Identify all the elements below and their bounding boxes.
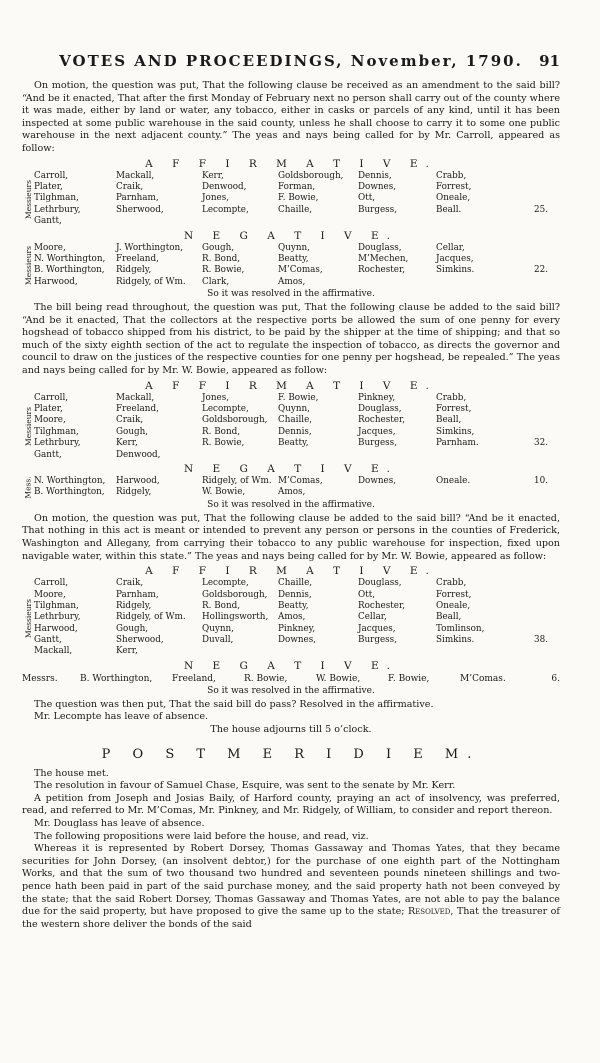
member-name: Freeland, <box>172 673 216 684</box>
member-name: F. Bowie, <box>388 673 430 684</box>
member-name: Mackall, <box>116 170 155 181</box>
member-name: Gantt, <box>34 216 62 227</box>
member-name: Crabb, <box>436 578 467 589</box>
member-name: Beatty, <box>278 600 309 611</box>
vote-row <box>22 601 560 612</box>
member-name: Pinkney, <box>278 623 316 634</box>
member-name: Quynn, <box>278 242 310 253</box>
vote-row <box>22 205 560 216</box>
member-name <box>436 216 518 227</box>
member-name: Tilghman, <box>34 600 79 611</box>
member-name: B. Worthington, <box>34 487 105 498</box>
motion-paragraph-1: On motion, the question was put, That the following clause be received as an amendment to the said bill? “And be it enacted, That after the first Monday of February next no person shall carry out of the county where it was made, either by land or water, any tobacco, either in casks or parcels of any kind, until it has been inspected at some public warehouse in the said county, unless he shall choose to carry it to some one public warehouse in the next adjacent county.” The yeas and nays being called for by Mr. Carroll, appeared as follow: <box>22 80 560 154</box>
member-name: Lecompte, <box>202 578 249 589</box>
member-name: Moore, <box>34 242 66 253</box>
member-name: Craik, <box>116 415 144 426</box>
vote-row <box>22 254 560 265</box>
member-name: Forrest, <box>436 404 472 415</box>
affirmative-list-1 <box>22 171 560 228</box>
vote-row <box>22 404 560 415</box>
negative-heading-3: N E G A T I V E. <box>184 659 398 672</box>
member-name: Freeland, <box>116 253 159 264</box>
member-name: Rochester, <box>358 415 406 426</box>
member-name: Cellar, <box>436 242 465 253</box>
member-name <box>278 646 358 657</box>
member-name: Sherwood, <box>116 635 164 646</box>
negative-list-1 <box>22 243 560 289</box>
member-name: Parnham, <box>116 193 159 204</box>
member-name: Downes, <box>278 635 317 646</box>
vote-row <box>22 646 560 657</box>
member-name: Jacques, <box>358 426 396 437</box>
member-name: Chaille, <box>278 204 313 215</box>
leave-paragraph: Mr. Lecompte has leave of absence. <box>34 711 209 723</box>
pm-paragraph-2: The resolution in favour of Samuel Chase, Esquire, was sent to the senate by Mr. Kerr. <box>34 780 456 792</box>
whereas-text: Whereas it is represented by Robert Dorsey, Thomas Gassaway and Thomas Yates, that they became securities for John Dorsey, (an insolvent debtor,) for the purchase of one eighth part of the Nottingham Works, and that the sum of two thousand two hundred and seventeen pounds nineteen shillings and two-pence hath been paid in part of the said purchase money, and the said property hath not been conveyed by the state; that the said Robert Dorsey, Thomas Gassaway and Thomas Yates, are not able to pay the balance due for the said property, but have proposed to give the same up to the state; <box>22 843 560 918</box>
messieurs-label: Messieurs <box>23 598 33 638</box>
member-name: Jones, <box>202 392 230 403</box>
member-name: Dennis, <box>278 589 312 600</box>
member-name: Ott, <box>358 589 376 600</box>
member-name: R. Bowie, <box>202 265 245 276</box>
member-name: Gough, <box>116 426 149 437</box>
member-name: N. Worthington, <box>34 253 106 264</box>
member-name: J. Worthington, <box>116 242 183 253</box>
member-name: Moore, <box>34 589 66 600</box>
vote-total <box>518 254 548 265</box>
vote-total: 10. <box>534 475 548 486</box>
member-name: Duvall, <box>202 635 234 646</box>
passage-paragraph: The question was then put, That the said bill do pass? Resolved in the affirmative. <box>34 698 434 710</box>
member-name: Gough, <box>202 242 235 253</box>
member-name: Harwood, <box>34 276 78 287</box>
member-name: Douglass, <box>358 404 402 415</box>
member-name: Lecompte, <box>202 404 249 415</box>
negative-heading-1: N E G A T I V E. <box>184 229 398 242</box>
member-name: Crabb, <box>436 170 467 181</box>
member-name: Craik, <box>116 181 144 192</box>
vote-total <box>518 601 548 612</box>
vote-total: 25. <box>534 204 548 215</box>
vote-total <box>518 612 548 623</box>
vote-total: 38. <box>534 635 548 646</box>
member-name: Douglass, <box>358 242 402 253</box>
resolved-line-3: So it was resolved in the affirmative. <box>207 685 375 696</box>
member-name: Ridgely, of Wm. <box>116 612 186 623</box>
member-name: Kerr, <box>116 646 138 657</box>
member-name: Mackall, <box>34 646 73 657</box>
vote-total <box>518 182 548 193</box>
member-name: Kerr, <box>116 438 138 449</box>
vote-row <box>22 624 560 635</box>
vote-row <box>22 590 560 601</box>
member-name: Ridgely, of Wm. <box>202 475 272 486</box>
member-name: Tomlinson, <box>436 623 485 634</box>
affirmative-list-2 <box>22 393 560 461</box>
member-name: Plater, <box>34 404 63 415</box>
member-name <box>436 277 518 288</box>
member-name: Beall. <box>436 204 462 215</box>
vote-total <box>518 277 548 288</box>
member-name: M’Mechen, <box>358 253 409 264</box>
member-name: Forrest, <box>436 589 472 600</box>
member-name: F. Bowie, <box>278 193 319 204</box>
member-name: Simkins. <box>436 265 475 276</box>
member-name: Beall, <box>436 415 462 426</box>
running-title: VOTES AND PROCEEDINGS, November, 1790. <box>59 52 523 70</box>
member-name: Douglass, <box>358 578 402 589</box>
member-name: Rochester, <box>358 265 406 276</box>
member-name: Pinkney, <box>358 392 396 403</box>
member-name: Carroll, <box>34 392 69 403</box>
vote-total <box>518 216 548 227</box>
member-name: Downes, <box>358 181 397 192</box>
vote-row <box>22 635 560 646</box>
member-name: Denwood, <box>202 181 247 192</box>
member-name: Oneale, <box>436 193 471 204</box>
member-name <box>116 216 202 227</box>
member-name: Harwood, <box>116 475 160 486</box>
member-name <box>436 487 518 498</box>
vote-row <box>22 182 560 193</box>
member-name: Quynn, <box>202 623 234 634</box>
vote-total <box>518 393 548 404</box>
affirmative-heading-3: A F F I R M A T I V E. <box>145 565 437 578</box>
member-name: Beatty, <box>278 438 309 449</box>
vote-row <box>22 171 560 182</box>
member-name <box>436 646 518 657</box>
pm-paragraph-4: Mr. Douglass has leave of absence. <box>34 818 205 830</box>
vote-total: 6. <box>551 673 560 684</box>
messieurs-label: Messieurs <box>23 179 33 219</box>
member-name: Downes, <box>358 475 397 486</box>
vote-total <box>518 404 548 415</box>
member-name: Dennis, <box>278 426 312 437</box>
member-name: Mackall, <box>116 392 155 403</box>
vote-row <box>22 438 560 449</box>
member-name: Ridgely, of Wm. <box>116 276 186 287</box>
member-name <box>358 450 436 461</box>
member-name: Goldsborough, <box>202 589 268 600</box>
member-name: R. Bond, <box>202 600 241 611</box>
member-name: B. Worthington, <box>34 265 105 276</box>
messieurs-label: Messieurs <box>23 407 33 447</box>
member-name: Craik, <box>116 578 144 589</box>
vote-total: 22. <box>534 265 548 276</box>
vote-total <box>518 646 548 657</box>
member-name: Kerr, <box>202 170 224 181</box>
page-header <box>22 52 560 80</box>
member-name: Simkins. <box>436 635 475 646</box>
motion-paragraph-3: On motion, the question was put, That the following clause be added to the said bill? “And be it enacted, That nothing in this act is meant or intended to prevent any person or persons in the counties of Frederick, Washington and Allegany, from carrying their tobacco to any public warehouse for inspection, fixed upon navigable water, within this state.” The yeas and nays being called for by Mr. W. Bowie, appeared as follow: <box>22 512 560 562</box>
member-name: Moore, <box>34 415 66 426</box>
member-name <box>202 646 278 657</box>
member-name: Amos, <box>278 487 306 498</box>
messieurs-label: Messieurs <box>23 245 33 285</box>
messieurs-label: Mess. <box>23 476 33 499</box>
member-name: B. Worthington, <box>80 673 153 684</box>
vote-row <box>22 193 560 204</box>
vote-row <box>22 427 560 438</box>
member-name: Parnham. <box>436 438 479 449</box>
member-name: R. Bond, <box>202 253 241 264</box>
member-name: Jacques, <box>358 623 396 634</box>
motion-paragraph-2: The bill being read throughout, the question was put, That the following clause be added to the said bill? “And be it enacted, That the collectors at the respective ports be allowed the sum of one penny for every hogshead of tobacco shipped from his district, to be paid by the shipper at the time of shipping; and that so much of the sixty eighth section of the act to regulate the inspection of tobacco, as directs the governor and council to draw on the justices of the respective counties for one penny per hogshead, be repealed.” The yeas and nays being called for by Mr. W. Bowie, appeared as follow: <box>22 302 560 377</box>
member-name: Gantt, <box>34 449 62 460</box>
member-name <box>358 646 436 657</box>
vote-total <box>518 243 548 254</box>
vote-row <box>22 450 560 461</box>
post-meridiem-title: P O S T M E R I D I E M. <box>101 746 481 762</box>
member-name: R. Bowie, <box>202 438 245 449</box>
vote-row <box>22 487 560 498</box>
vote-total <box>518 427 548 438</box>
member-name: Jacques, <box>436 253 474 264</box>
adjourn-line: The house adjourns till 5 o’clock. <box>210 724 372 736</box>
resolved-line-2: So it was resolved in the affirmative. <box>207 499 375 510</box>
member-name: Beatty, <box>278 253 309 264</box>
vote-total <box>518 578 548 589</box>
member-name: Plater, <box>34 181 63 192</box>
member-name: Harwood, <box>34 623 78 634</box>
member-name <box>278 216 358 227</box>
member-name: N. Worthington, <box>34 475 106 486</box>
vote-total <box>518 415 548 426</box>
vote-total <box>518 450 548 461</box>
pm-paragraph-3: A petition from Joseph and Josias Baily, of Harford county, praying an act of insolvency, was preferred, read, and referred to Mr. M’Comas, Mr. Pinkney, and Mr. Ridgely, of William, to consider and report thereon. <box>22 792 560 817</box>
vote-total <box>518 171 548 182</box>
member-name: Gough, <box>116 623 149 634</box>
member-name: Goldsborough, <box>202 415 268 426</box>
member-name <box>278 450 358 461</box>
vote-row <box>22 277 560 288</box>
vote-total <box>518 624 548 635</box>
member-name: Burgess, <box>358 204 397 215</box>
vote-row <box>22 216 560 227</box>
resolved-line-1: So it was resolved in the affirmative. <box>207 289 375 300</box>
affirmative-heading-2: A F F I R M A T I V E. <box>145 379 437 392</box>
vote-row <box>22 393 560 404</box>
member-name <box>358 216 436 227</box>
member-name: Lethrbury, <box>34 438 81 449</box>
member-name: Lethrbury, <box>34 204 81 215</box>
member-name: Dennis, <box>358 170 392 181</box>
member-name: Amos, <box>278 276 306 287</box>
resolved-tail: That the treasurer of the western shore deliver the bonds of the said <box>22 906 560 930</box>
member-name: Lecompte, <box>202 204 249 215</box>
member-name: Oneale, <box>436 600 471 611</box>
member-name: R. Bowie, <box>244 673 288 684</box>
member-name: Tilghman, <box>34 193 79 204</box>
member-name: Ott, <box>358 193 376 204</box>
affirmative-heading-1: A F F I R M A T I V E. <box>145 157 437 170</box>
vote-total: 32. <box>534 438 548 449</box>
member-name <box>358 487 436 498</box>
member-name: Amos, <box>278 612 306 623</box>
member-name: Rochester, <box>358 600 406 611</box>
negative-heading-2: N E G A T I V E. <box>184 462 398 475</box>
vote-total <box>518 590 548 601</box>
member-name: Ridgely, <box>116 265 152 276</box>
vote-row <box>22 243 560 254</box>
member-name: Forman, <box>278 181 316 192</box>
member-name: Denwood, <box>116 449 161 460</box>
member-name: Ridgely, <box>116 487 152 498</box>
member-name <box>436 450 518 461</box>
member-name: Burgess, <box>358 438 397 449</box>
member-name: Simkins, <box>436 426 475 437</box>
member-name: Clark, <box>202 276 230 287</box>
member-name: W. Bowie, <box>202 487 246 498</box>
member-name: Ridgely, <box>116 600 152 611</box>
member-name: Forrest, <box>436 181 472 192</box>
member-name <box>358 277 436 288</box>
member-name <box>202 450 278 461</box>
negative-list-2 <box>22 476 560 499</box>
member-name: M’Comas. <box>460 673 506 684</box>
member-name: Carroll, <box>34 170 69 181</box>
member-name: M’Comas, <box>278 265 323 276</box>
member-name: Freeland, <box>116 404 159 415</box>
page-number: 91 <box>539 52 560 70</box>
member-name: F. Bowie, <box>278 392 319 403</box>
vote-row <box>22 265 560 276</box>
vote-row <box>22 612 560 623</box>
member-name: Jones, <box>202 193 230 204</box>
member-name: Gantt, <box>34 635 62 646</box>
member-name: Beall, <box>436 612 462 623</box>
document-page <box>22 0 560 931</box>
vote-row <box>22 578 560 589</box>
vote-row <box>22 476 560 487</box>
member-name: Lethrbury, <box>34 612 81 623</box>
member-name: Tilghman, <box>34 426 79 437</box>
messrs-label: Messrs. <box>22 673 58 684</box>
member-name: Oneale. <box>436 475 471 486</box>
member-name: Quynn, <box>278 404 310 415</box>
member-name <box>202 216 278 227</box>
member-name: Hollingsworth, <box>202 612 269 623</box>
vote-total <box>518 193 548 204</box>
member-name: Sherwood, <box>116 204 164 215</box>
negative-list-3 <box>22 673 560 685</box>
member-name: W. Bowie, <box>316 673 361 684</box>
member-name: R. Bond, <box>202 426 241 437</box>
member-name: M’Comas, <box>278 475 323 486</box>
vote-row <box>22 415 560 426</box>
member-name: Crabb, <box>436 392 467 403</box>
resolved-word: Resolved, <box>407 906 454 918</box>
member-name: Burgess, <box>358 635 397 646</box>
pm-paragraph-5: The following propositions were laid before the house, and read, viz. <box>34 830 369 842</box>
member-name: Parnham, <box>116 589 159 600</box>
vote-total <box>518 487 548 498</box>
member-name: Cellar, <box>358 612 387 623</box>
affirmative-list-3 <box>22 578 560 658</box>
pm-paragraph-1: The house met. <box>34 767 109 779</box>
member-name: Chaille, <box>278 578 313 589</box>
member-name: Carroll, <box>34 578 69 589</box>
member-name: Goldsborough, <box>278 170 344 181</box>
member-name: Chaille, <box>278 415 313 426</box>
pm-paragraph-6 <box>22 843 560 931</box>
